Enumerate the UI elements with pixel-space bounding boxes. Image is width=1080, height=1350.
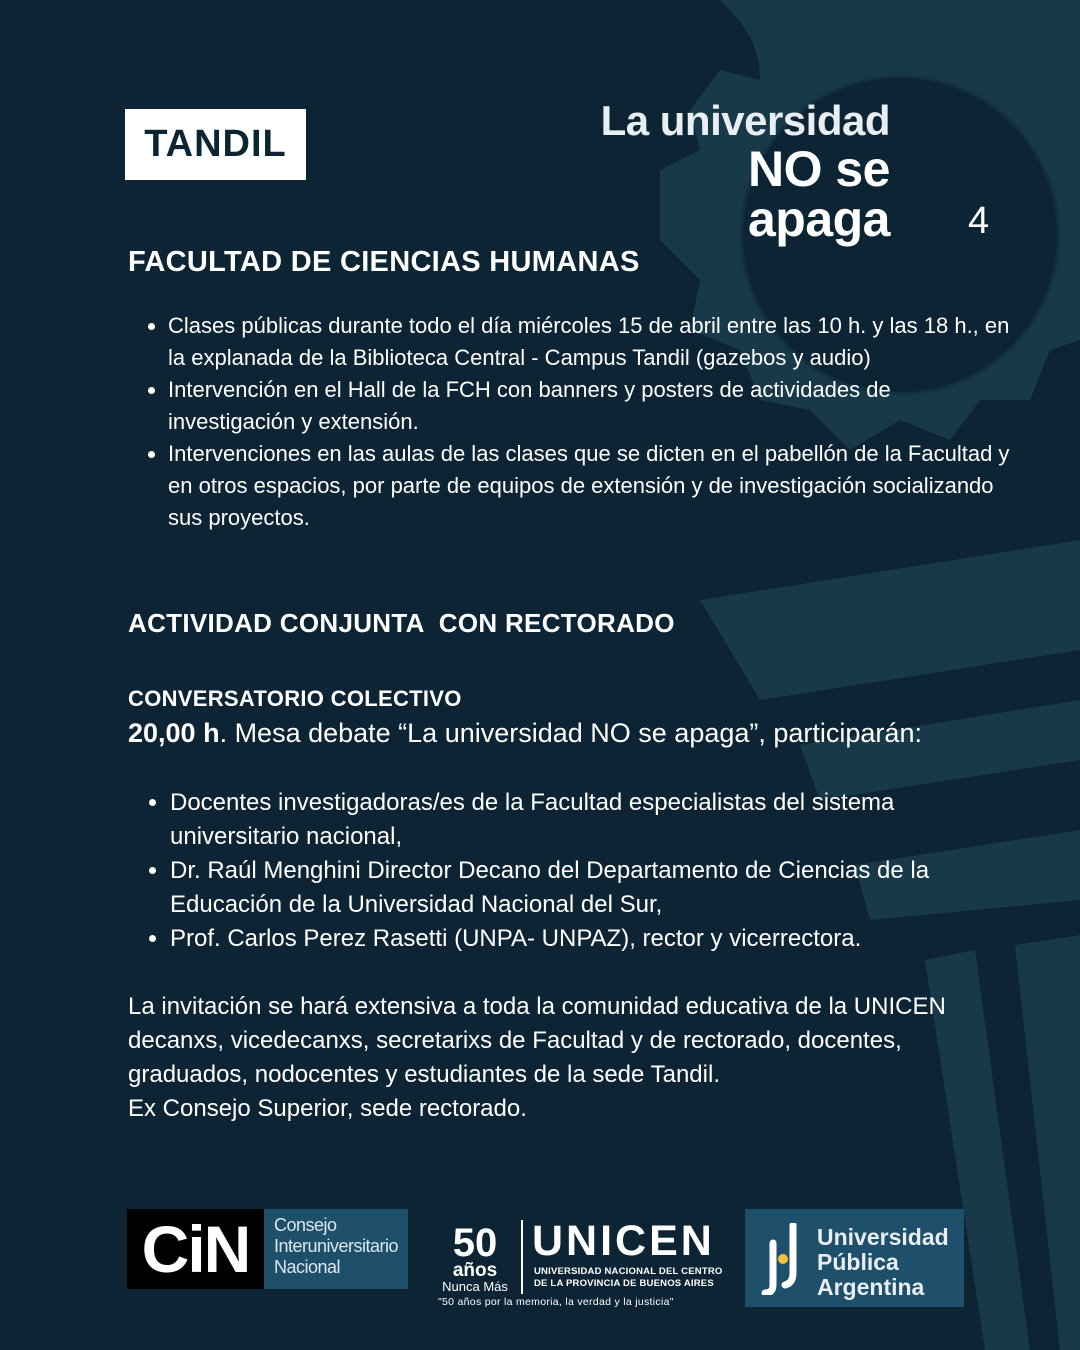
campaign-logo — [600, 97, 890, 247]
humanities-activities-list — [128, 310, 1018, 534]
debate-lead — [128, 714, 1008, 752]
list-item: • Dr. Raúl Menghini Director Decano del Departamento de Ciencias de la Educación de la Universidad Nacional del Sur, — [170, 854, 1030, 922]
upa-name-line: Universidad — [817, 1224, 949, 1250]
logo-divider — [521, 1220, 523, 1294]
anniversary-word: años — [452, 1260, 498, 1281]
debate-time: 20,00 h — [128, 718, 220, 748]
unicen-fullname — [534, 1266, 722, 1290]
cin-name-line: Interuniversitario — [274, 1236, 399, 1256]
unicen-fullname-line: UNIVERSIDAD NACIONAL DEL CENTRO — [534, 1266, 723, 1277]
upa-name — [817, 1225, 949, 1300]
invitation-paragraph: La invitación se hará extensiva a toda la comunidad educativa de la UNICEN decanxs, vicedecanxs, secretarixs de Facultad y de rectorado, docentes, graduados, nodocentes y estudiantes de la sede Tandil. — [128, 993, 946, 1088]
debate-description: . Mesa debate “La universidad NO se apaga”, participarán: — [219, 718, 922, 748]
page-number: 4 — [968, 200, 990, 242]
list-item: • Docentes investigadoras/es de la Facultad especialistas del sistema universitario nacional, — [170, 786, 1030, 854]
universidad-publica-logo — [745, 1209, 964, 1307]
unicen-fullname-line: DE LA PROVINCIA DE BUENOS AIRES — [534, 1278, 714, 1289]
cin-name-line: Consejo — [274, 1215, 337, 1235]
section-subtitle-conversatorio: CONVERSATORIO COLECTIVO — [128, 686, 462, 711]
anniversary-mark — [434, 1221, 516, 1294]
closing-text — [128, 990, 1008, 1126]
upa-name-line: Argentina — [817, 1274, 925, 1300]
participants-list — [128, 786, 1030, 956]
cin-logo — [127, 1209, 408, 1289]
unicen-logo — [430, 1218, 730, 1310]
campaign-line-1: La universidad — [600, 97, 890, 144]
list-item: • Intervenciones en las aulas de las clases que se dicten en el pabellón de la Facultad y en otros espacios, por parte de equipos de extensión y de investigación socializando sus proyectos. — [168, 438, 1018, 534]
section-title-joint-activity: ACTIVIDAD CONJUNTA CON RECTORADO — [128, 608, 675, 638]
upa-mark-icon — [759, 1223, 809, 1295]
venue-line: Ex Consejo Superior, sede rectorado. — [128, 1095, 527, 1122]
upa-name-line: Pública — [817, 1249, 899, 1275]
unicen-quote: "50 años por la memoria, la verdad y la justicia" — [438, 1296, 674, 1308]
campaign-line-2: NO se apaga — [747, 141, 890, 247]
unicen-name: UNICEN — [532, 1217, 715, 1265]
cin-name-line: Nacional — [274, 1257, 341, 1277]
cin-acronym: CiN — [127, 1209, 264, 1289]
anniversary-motto: Nunca Más — [442, 1279, 508, 1294]
list-item: • Clases públicas durante todo el día miércoles 15 de abril entre las 10 h. y las 18 h., en la explanada de la Biblioteca Central - Campus Tandil (gazebos y audio) — [168, 310, 1018, 374]
section-title-humanities: FACULTAD DE CIENCIAS HUMANAS — [128, 246, 640, 278]
cin-name — [264, 1209, 408, 1289]
location-badge: TANDIL — [125, 109, 306, 180]
anniversary-number: 50 — [452, 1221, 498, 1265]
list-item: • Intervención en el Hall de la FCH con banners y posters de actividades de investigación y extensión. — [168, 374, 1018, 438]
list-item: • Prof. Carlos Perez Rasetti (UNPA- UNPAZ), rector y vicerrectora. — [170, 922, 1030, 956]
